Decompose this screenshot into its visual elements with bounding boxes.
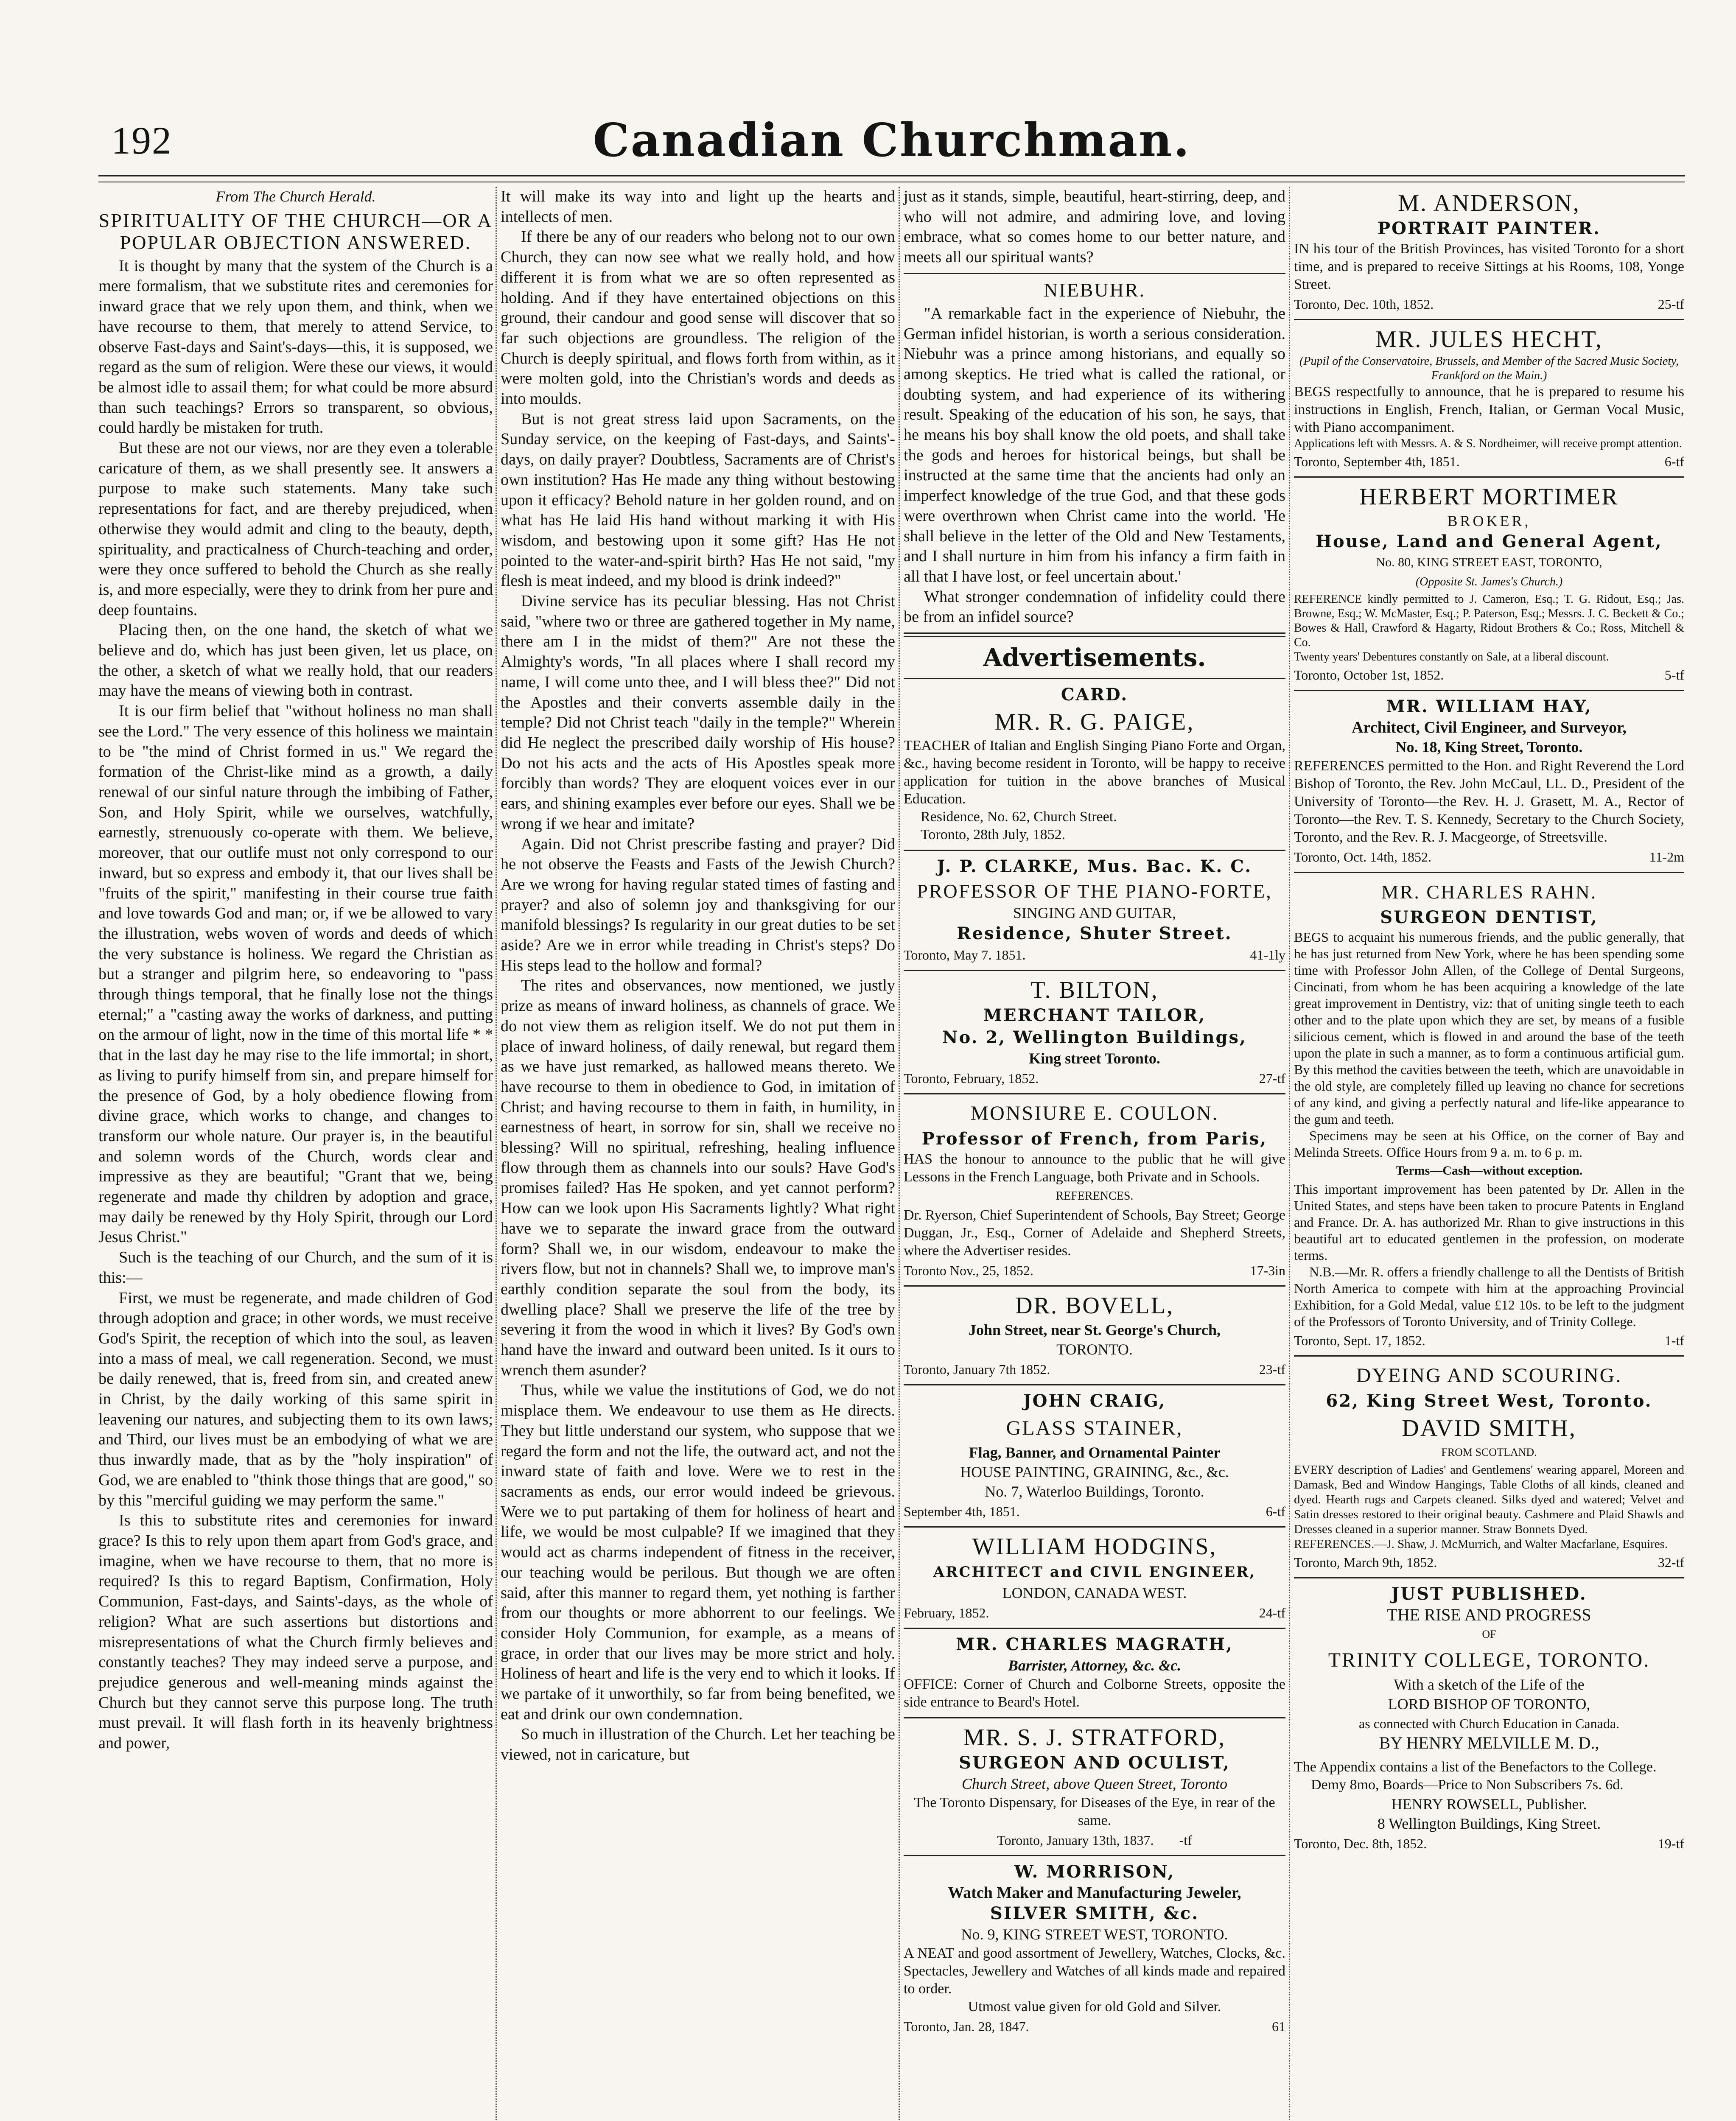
advert-date: Toronto, Dec. 8th, 1852. bbox=[1294, 1836, 1427, 1851]
advertisements-heading: Advertisements. bbox=[983, 643, 1206, 672]
advert-anderson bbox=[1294, 189, 1684, 313]
divider bbox=[1294, 1355, 1684, 1357]
paragraph: Placing then, on the one hand, the sketch of what we believe and do, which has just been given, let us place, on the other, a sketch of what we really hold, that our readers may have the means of viewing both in contrast. bbox=[98, 621, 493, 700]
advert-subtitle: SINGING AND GUITAR, bbox=[1013, 904, 1176, 922]
advert-footer bbox=[904, 1069, 1285, 1087]
advert-coulon bbox=[904, 1100, 1285, 1279]
advert-footer bbox=[1294, 1553, 1684, 1571]
advert-note: Twenty years' Debentures constantly on Sale, at a liberal discount. bbox=[1294, 650, 1609, 663]
advert-magrath bbox=[904, 1634, 1285, 1711]
advert-references: Dr. Ryerson, Chief Superintendent of Schools, Bay Street; George Duggan, Jr., Esq., Corner of Adelaide and Shepherd Streets, where the Advertiser resides. bbox=[904, 1207, 1285, 1259]
advert-title: ARCHITECT and CIVIL ENGINEER, bbox=[933, 1564, 1256, 1581]
advert-mortimer bbox=[1294, 483, 1684, 684]
divider bbox=[904, 850, 1285, 851]
column-separator bbox=[899, 187, 900, 2121]
advert-stratford bbox=[904, 1724, 1285, 1849]
advert-name: W. MORRISON, bbox=[1014, 1862, 1175, 1882]
advert-address: No. 18, King Street, Toronto. bbox=[1395, 739, 1583, 756]
advert-body: OFFICE: Corner of Church and Colborne Streets, opposite the side entrance to Beard's Hotel. bbox=[904, 1676, 1285, 1710]
advert-name: JOHN CRAIG, bbox=[1023, 1391, 1166, 1411]
advert-code: 11-2m bbox=[1649, 849, 1684, 865]
advert-name: MR. JULES HECHT, bbox=[1375, 326, 1603, 353]
paragraph: Again. Did not Christ prescribe fasting and prayer? Did he not observe the Feasts and Fasts of the Jewish Church? Are we wrong for having regular stated times of fasting and prayer? and also of solemn joy and thanksgiving for our manifold blessings? Is regularity in our great duties to be set aside? Are we in error while treading in Christ's steps? Do His steps lead to the hollow and formal? bbox=[501, 835, 895, 974]
advert-rahn bbox=[1294, 878, 1684, 1349]
advert-published bbox=[1294, 1584, 1684, 1852]
column-1 bbox=[98, 187, 493, 1754]
advert-street: King street Toronto. bbox=[1029, 1050, 1160, 1067]
article-body bbox=[98, 256, 493, 1754]
divider bbox=[1294, 690, 1684, 691]
advert-date: Toronto, Jan. 28, 1847. bbox=[904, 2019, 1029, 2034]
advert-footer bbox=[904, 1503, 1285, 1520]
advert-date: Toronto, February, 1852. bbox=[904, 1071, 1039, 1086]
book-price: Demy 8mo, Boards—Price to Non Subscribers 7s. 6d. bbox=[1311, 1777, 1624, 1793]
advert-name: WILLIAM HODGINS, bbox=[972, 1533, 1217, 1560]
advert-footer bbox=[1294, 848, 1684, 866]
advert-paige bbox=[904, 684, 1285, 844]
advert-footer bbox=[904, 2017, 1285, 2035]
book-publisher: HENRY ROWSELL, Publisher. bbox=[1391, 1796, 1587, 1813]
paragraph: But these are not our views, nor are they even a tolerable caricature of them, as we shall presently see. It answers a purpose to make such statements. Many take such representations for fact, and are thereby prejudiced, when otherwise they would admit and cling to the beauty, depth, spirituality, and practicalness of Church-teaching and order, were they once suffered to behold the Church as she really is, and more especially, were they to drink from her pure and deep fountains. bbox=[98, 439, 493, 619]
advert-address-note: (Opposite St. James's Church.) bbox=[1415, 575, 1563, 588]
advert-address: No. 7, Waterloo Buildings, Toronto. bbox=[985, 1483, 1204, 1500]
advert-date: September 4th, 1851. bbox=[904, 1504, 1020, 1519]
divider bbox=[1294, 1577, 1684, 1578]
advert-bilton bbox=[904, 976, 1285, 1087]
divider bbox=[904, 1717, 1285, 1718]
advert-code: 41-1ly bbox=[1250, 947, 1285, 963]
advert-note: Applications left with Messrs. A. & S. Nordheimer, will receive prompt attention. bbox=[1294, 437, 1682, 450]
advert-city: TORONTO. bbox=[1056, 1341, 1133, 1358]
advert-footer bbox=[904, 946, 1285, 964]
divider bbox=[1294, 319, 1684, 320]
masthead-title: Canadian Churchman. bbox=[593, 114, 1191, 167]
advert-code: 23-tf bbox=[1259, 1362, 1285, 1377]
advert-date: Toronto, September 4th, 1851. bbox=[1294, 454, 1460, 469]
advert-code: 27-tf bbox=[1259, 1071, 1285, 1086]
paragraph: So much in illustration of the Church. Let her teaching be viewed, not in caricature, but bbox=[501, 1725, 895, 1764]
advert-address: Residence, No. 62, Church Street. bbox=[921, 809, 1117, 825]
advert-name: MR. CHARLES MAGRATH, bbox=[956, 1634, 1233, 1655]
advert-code: 24-tf bbox=[1259, 1605, 1285, 1621]
advert-city: LONDON, CANADA WEST. bbox=[1002, 1584, 1187, 1602]
column-2 bbox=[501, 187, 895, 1765]
advert-title: SURGEON AND OCULIST, bbox=[959, 1753, 1230, 1773]
advert-title: Architect, Civil Engineer, and Surveyor, bbox=[1352, 719, 1627, 736]
divider bbox=[1294, 872, 1684, 873]
advert-footer bbox=[904, 1604, 1285, 1622]
advert-date: Toronto, January 13th, 1837. bbox=[997, 1833, 1154, 1848]
advert-hodgins bbox=[904, 1533, 1285, 1622]
advert-references: REFERENCES.—J. Shaw, J. McMurrich, and Walter Macfarlane, Esquires. bbox=[1294, 1537, 1668, 1551]
advert-code: 6-tf bbox=[1266, 1504, 1285, 1519]
advert-address: Church Street, above Queen Street, Toronto bbox=[961, 1775, 1228, 1793]
paragraph: Such is the teaching of our Church, and the sum of it is this:— bbox=[98, 1248, 493, 1287]
advert-residence: Residence, Shuter Street. bbox=[957, 923, 1232, 944]
advert-subtitle: (Pupil of the Conservatoire, Brussels, and Member of the Sacred Music Society, Frankford on the Main.) bbox=[1299, 355, 1679, 382]
advert-code: 25-tf bbox=[1658, 297, 1684, 312]
advert-name: J. P. CLARKE, Mus. Bac. K. C. bbox=[937, 856, 1252, 877]
paragraph: just as it stands, simple, beautiful, heart-stirring, deep, and who will not admire, and admiring love, and loving embrace, what so comes home to our better nature, and meets all our spiritual wants? bbox=[904, 187, 1285, 266]
advert-footer bbox=[904, 1262, 1285, 1279]
advert-name: DR. BOVELL, bbox=[1015, 1293, 1174, 1319]
advert-smith bbox=[1294, 1362, 1684, 1571]
paragraph: "A remarkable fact in the experience of Niebuhr, the German infidel historian, is worth a serious consideration. Niebuhr was a prince among historians, and equally so among skeptics. He tried what is called the rational, or doubting system, and had experience of its withering result. Speaking of the education of his son, he says, that he means his boy shall know the old poets, and shall take the gods and heroes for historical beings, but shall be instructed at the same time that the ancients had only an imperfect knowledge of the true God, and that these gods were overthrown when Christ came into the world. 'He shall believe in the letter of the Old and New Testaments, and I shall nurture in him from his infancy a firm faith in all that I have lost, or feel uncertain about.' bbox=[904, 304, 1285, 585]
book-line: LORD BISHOP OF TORONTO, bbox=[1388, 1696, 1590, 1712]
advert-body: REFERENCES permitted to the Hon. and Right Reverend the Lord Bishop of Toronto, the Rev. John McCaul, LL. D., President of the University of Toronto—the Rev. H. J. Grasett, M. A., Rector of Toronto—the Rev. T. S. Kennedy, Secretary to the Church Society, Toronto, and the Rev. R. J. Macgeorge, of Streetsville. bbox=[1294, 758, 1684, 845]
divider bbox=[904, 1628, 1285, 1629]
paragraph: It will make its way into and light up the hearts and intellects of men. bbox=[501, 187, 895, 226]
advert-heading: JUST PUBLISHED. bbox=[1391, 1584, 1587, 1604]
advert-hecht bbox=[1294, 325, 1684, 470]
advert-footer bbox=[1294, 295, 1684, 313]
advert-subtitle: House, Land and General Agent, bbox=[1316, 532, 1663, 551]
advert-body: The Toronto Dispensary, for Diseases of the Eye, in rear of the same. bbox=[914, 1795, 1275, 1829]
advert-date: Toronto, October 1st, 1852. bbox=[1294, 667, 1444, 683]
advert-footer bbox=[1294, 666, 1684, 684]
advert-services: HOUSE PAINTING, GRAINING, &c., &c. bbox=[960, 1463, 1229, 1481]
advert-address: No. 80, KING STREET EAST, TORONTO, bbox=[1376, 555, 1602, 569]
advert-name: MR. CHARLES RAHN. bbox=[1381, 881, 1597, 903]
advert-title: Watch Maker and Manufacturing Jeweler, bbox=[948, 1884, 1241, 1902]
advert-title: PROFESSOR OF THE PIANO-FORTE, bbox=[917, 880, 1272, 902]
paragraph: First, we must be regenerate, and made children of God through adoption and grace; in other words, we must receive God's Spirit, the reception of which into the soul, as leaven into a mass of meal, we call regeneration. Second, we must be daily renewed, that is, freed from sin, and created anew in Christ, by the daily working of this same spirit in leavening our natures, and subjecting them to its own laws; and Third, our lives must be an embodying of what we are thus inwardly made, that as by the "holy inspiration" of God, we are enabled to "think those things that are good," so by this "merciful guiding we may perform the same." bbox=[98, 1289, 493, 1509]
advert-title: BROKER, bbox=[1447, 512, 1531, 529]
advert-morrison bbox=[904, 1861, 1285, 2035]
paragraph: Is this to substitute rites and ceremonies for inward grace? Is this to rely upon them apart from God's grace, and imagine, when we have recourse to them, that no more is required? Is this to regard Baptism, Confirmation, Holy Communion, Fast-days, and Saints'-days, as the whole of religion? What are such assertions but distortions and misrepresentations of what the Church firmly believes and constantly teaches? They may indeed serve a purpose, and prejudice generous and well-meaning minds against the Church but they cannot serve this purpose long. The truth must prevail. It will flash forth in its heavenly brightness and power, bbox=[98, 1511, 493, 1752]
advert-references: REFERENCE kindly permitted to J. Cameron, Esq.; T. G. Ridout, Esq.; Jas. Browne, Esq.; W. McMaster, Esq.; P. Paterson, Esq.; Messrs. J. C. Beckett & Co.; Bowes & Hall, Crawford & Hagarty, Ridout Brothers & Co.; Ross, Mitchell & Co. bbox=[1294, 593, 1684, 649]
divider bbox=[904, 1855, 1285, 1856]
paragraph: It is thought by many that the system of the Church is a mere formalism, that we substitute rites and ceremonies for inward grace that we rely upon them, and think, when we have recourse to them, that merely to attend Service, to observe Fast-days and Saint's-days—this, it is supposed, we regard as the sum of religion. Were these our views, it would be almost idle to assail them; for what could be more absurd than such teachings? Errors so transparent, so obvious, could hardly be mistaken for truth. bbox=[98, 257, 493, 437]
paragraph: What stronger condemnation of infidelity could there be from an infidel source? bbox=[904, 588, 1285, 626]
masthead-rule bbox=[98, 175, 1685, 182]
advert-note: Utmost value given for old Gold and Silver. bbox=[968, 1999, 1221, 2015]
advert-title: SURGEON DENTIST, bbox=[1380, 907, 1598, 927]
advert-title: PORTRAIT PAINTER. bbox=[1378, 218, 1601, 238]
divider bbox=[1294, 476, 1684, 478]
divider bbox=[904, 632, 1285, 637]
book-author: BY HENRY MELVILLE M. D., bbox=[1379, 1733, 1599, 1752]
advert-footer bbox=[1294, 1835, 1684, 1852]
book-appendix: The Appendix contains a list of the Benefactors to the College. bbox=[1294, 1759, 1657, 1775]
advert-address: No. 9, KING STREET WEST, TORONTO. bbox=[961, 1926, 1228, 1943]
paragraph: But is not great stress laid upon Sacraments, on the Sunday service, on the keeping of Fast-days, and Saints'-days, on daily prayer? Doubtless, Sacraments are of Christ's own institution? Has He made any thing without bestowing upon it efficacy? Behold nature in her golden round, and on what has He laid His hand without marking it with His wisdom, and bestowing upon it some gift? Has He not pointed to the water-and-spirit birth? Has He not said, "my flesh is meat indeed, and my blood is drink indeed?" bbox=[501, 410, 895, 590]
advert-bovell bbox=[904, 1292, 1285, 1378]
advert-subtitle: SILVER SMITH, &c. bbox=[990, 1903, 1199, 1924]
advert-terms: Terms—Cash—without exception. bbox=[1395, 1164, 1583, 1178]
book-line: THE RISE AND PROGRESS bbox=[1387, 1605, 1591, 1624]
advert-address: John Street, near St. George's Church, bbox=[969, 1321, 1221, 1339]
advert-name: M. ANDERSON, bbox=[1398, 190, 1580, 216]
paragraph: It is our firm belief that "without holiness no man shall see the Lord." The very essence of this holiness we maintain to be "the mind of Christ formed in us." We regard the formation of the Christ-like mind as a growth, a daily renewal of our sinful nature through the imbibing of Father, Son, and Holy Spirit, while we ourselves, watchfully, earnestly, strenuously co-operate with them. We believe, moreover, that our outlife must not only correspond to our inward, but so express and embody it, that our lives shall be "fruits of the spirit," manifesting in their course true faith and love towards God and man; or, if we be allowed to vary the illustration, webs woven of words and deeds of which the very substance is holiness. We regard the Christian as but a stranger and pilgrim here, so endeavoring to "pass through things temporal, that he finally lose not the things eternal;" a "casting away the works of darkness, and putting on the armour of light, now in the time of this mortal life * * that in the last day he may rise to the life immortal; in short, as living to purify himself from sin, and prepare himself for the presence of God, by a holy obedience flowing from divine grace, which works to change, and changes to transform our whole nature. Our prayer is, in the beautiful and solemn words of the Church, words clear and impressive as they are beautiful; "Grant that we, being regenerate and made thy children by adoption and grace, may daily be renewed by thy Holy Spirit, through our Lord Jesus Christ." bbox=[98, 702, 493, 1246]
advert-title: MERCHANT TAILOR, bbox=[983, 1005, 1206, 1026]
advert-code: 5-tf bbox=[1664, 667, 1684, 683]
advert-references-heading: REFERENCES. bbox=[1056, 1189, 1134, 1203]
article-headline: SPIRITUALITY OF THE CHURCH—OR A POPULAR OBJECTION ANSWERED. bbox=[98, 209, 493, 253]
book-line: With a sketch of the Life of the bbox=[1394, 1676, 1585, 1693]
card-label: CARD. bbox=[1061, 685, 1128, 705]
advert-date: Toronto, May 7. 1851. bbox=[904, 947, 1026, 963]
divider bbox=[904, 273, 1285, 274]
book-publisher-address: 8 Wellington Buildings, King Street. bbox=[1377, 1815, 1601, 1832]
paragraph: Thus, while we value the institutions of God, we do not misplace them. We endeavour to use them as He directs. They but little understand our system, who suppose that we regard the form and not the life, the outward act, and not the inward state of faith and love. Were we to rest in the sacraments as ends, our error would indeed be grievous. Were we to put partaking of them for holiness of heart and life, we would be most culpable? If we imagined that they would act as charms independent of fitness in the receiver, our teaching would be perilous. But though we are often said, after this manner to regard them, yet nothing is farther from our thoughts or more abhorrent to our feelings. We consider Holy Communion, for example, as a means of grace, in order that our lives may be more strict and holy. Holiness of heart and life is the very end to which it looks. If we partake of it unworthily, so far from being benefited, we eat and drink our own condemnation. bbox=[501, 1381, 895, 1723]
masthead bbox=[98, 114, 1685, 173]
advert-name: HERBERT MORTIMER bbox=[1359, 484, 1619, 510]
advert-body: A NEAT and good assortment of Jewellery, Watches, Clocks, &c. Spectacles, Jewellery and Watches of all kinds made and repaired to order. bbox=[904, 1945, 1285, 1997]
advert-date: Toronto, March 9th, 1852. bbox=[1294, 1555, 1437, 1570]
advert-craig bbox=[904, 1391, 1285, 1520]
divider bbox=[904, 1285, 1285, 1287]
paragraph: If there be any of our readers who belong not to our own Church, they can now see what we really hold, and how different it is from what we are so often represented as holding. And if they have entertained objections on this ground, their candour and good sense will discover that so far such objections are groundless. The religion of the Church is deeply spiritual, and flows forth from within, as it were molten gold, into the Christian's words and deeds as into moulds. bbox=[501, 228, 895, 408]
advert-date: Toronto, January 7th 1852. bbox=[904, 1362, 1050, 1377]
paragraph: The rites and observances, now mentioned, we justly prize as means of inward holiness, as channels of grace. We do not view them as religion itself. We do not put them in place of inward holiness, of daily renewal, but regard them as we have just remarked, as hallowed means thereto. We have recourse to them in obedience to God, in imitation of Christ; and having recourse to them in faith, in humility, in earnestness of heart, in sorrow for sin, shall we receive no blessing? Will no spiritual, refreshing, healing influence flow through them as channels into our souls? Have God's promises failed? Has He spoken, and yet cannot perform? How can we look upon His Sacraments lightly? What right have we to separate the inward grace from the outward form? Shall we, in our wisdom, endeavour to make the rivers flow, but not in channels? Shall we, to improve man's earthly condition separate the soul from the body, its dwelling place? Shall we preserve the life of the tree by severing it from the wood in which it lives? By God's own hand have the inward and outward been united. Is it ours to wrench them asunder? bbox=[501, 977, 895, 1379]
advert-code: 17-3in bbox=[1250, 1263, 1285, 1279]
advert-footer bbox=[904, 1360, 1285, 1378]
advert-name: T. BILTON, bbox=[1030, 977, 1159, 1004]
column-separator bbox=[1289, 187, 1290, 2121]
advert-code: 19-tf bbox=[1658, 1836, 1684, 1851]
advert-date: February, 1852. bbox=[904, 1605, 989, 1621]
advert-date: Toronto, 28th July, 1852. bbox=[921, 827, 1066, 843]
column-3 bbox=[904, 187, 1285, 2041]
advert-code: -tf bbox=[1179, 1833, 1192, 1848]
advert-address: No. 2, Wellington Buildings, bbox=[942, 1027, 1247, 1048]
advert-from: FROM SCOTLAND. bbox=[1441, 1446, 1537, 1458]
page-number: 192 bbox=[111, 119, 172, 162]
advert-specimens: Specimens may be seen at his Office, on the corner of Bay and Melinda Streets. Office Hours from 9 a. m. to 6 p. m. bbox=[1294, 1128, 1684, 1160]
advert-body: BEGS to acquaint his numerous friends, and the public generally, that he has just returned from New York, where he has been spending some time with Professor John Allen, of the College of Dental Surgeons, Cincinati, from whom he has been acquiring a knowledge of the late great improvement in Dentistry, viz: that of uniting single teeth to each other and to the plate upon which they are set, by means of a fusible silicious cement, which is flowed in and around the base of the teeth upon the plate in such a manner, as to form a continuous artificial gum. By this method the cavities between the teeth, which are unavoidable in the old style, are completely filled up leaving no chance for secretions of any kind, and giving a perfectly natural and life-like appearance to the gum and teeth. bbox=[1294, 929, 1684, 1127]
advert-date: Toronto Nov., 25, 1852. bbox=[904, 1263, 1033, 1279]
advert-patent: This important improvement has been patented by Dr. Allen in the United States, and steps have been taken to procure Patents in England and France. Dr. A. has authorized Mr. Rhan to give instructions in this beautiful art to educated gentlemen in the profession, on moderate terms. bbox=[1294, 1181, 1684, 1263]
advert-date: Toronto, Dec. 10th, 1852. bbox=[1294, 297, 1434, 312]
advert-footer bbox=[904, 1831, 1285, 1849]
advert-title: GLASS STAINER, bbox=[1006, 1417, 1183, 1440]
advert-heading: DYEING AND SCOURING. bbox=[1356, 1364, 1622, 1387]
advert-body: BEGS respectfully to announce, that he is prepared to resume his instructions in English, French, Italian, or German Vocal Music, with Piano accompaniment. bbox=[1294, 384, 1684, 435]
advert-name: MR. S. J. STRATFORD, bbox=[963, 1724, 1226, 1751]
paragraph: Divine service has its peculiar blessing. Has not Christ said, "where two or three are gathered together in My name, there am I in the midst of them?" Are not these the Almighty's words, "In all places where I shall record my name, I will come unto thee, and I will bless thee?" Did not the Apostles and their converts assemble daily in the temple? Did not Christ teach "daily in the temple?" Wherein did He neglect the prescribed daily worship of His house? Do not his acts and the acts of His Apostles speak more forcibly than words? They are eloquent voices ever in our ears, and shining examples ever before our eyes. Shall we be wrong if we hear and imitate? bbox=[501, 592, 895, 833]
divider bbox=[904, 1093, 1285, 1094]
book-title: TRINITY COLLEGE, TORONTO. bbox=[1328, 1649, 1650, 1671]
advert-body: TEACHER of Italian and English Singing Piano Forte and Organ, &c., having become resident in Toronto, will be happy to receive application for tuition in the above branches of Musical Education. bbox=[904, 738, 1285, 807]
divider bbox=[904, 678, 1285, 679]
advert-footer bbox=[1294, 1332, 1684, 1349]
advert-address: 62, King Street West, Toronto. bbox=[1326, 1391, 1652, 1411]
advert-title: Barrister, Attorney, &c. &c. bbox=[1008, 1657, 1182, 1674]
advert-code: 32-tf bbox=[1658, 1555, 1684, 1570]
advert-code: 61 bbox=[1272, 2019, 1285, 2034]
advert-date: Toronto, Sept. 17, 1852. bbox=[1294, 1333, 1425, 1348]
divider bbox=[904, 970, 1285, 971]
advert-subtitle: Flag, Banner, and Ornamental Painter bbox=[969, 1444, 1221, 1461]
advert-name: MR. WILLIAM HAY, bbox=[1386, 697, 1592, 716]
advert-footer bbox=[1294, 453, 1684, 470]
niebuhr-heading: NIEBUHR. bbox=[1044, 279, 1145, 301]
advert-nb: N.B.—Mr. R. offers a friendly challenge to all the Dentists of British North America to compete with him at the approaching Provincial Exhibition, for a Gold Medal, value £12 10s. to be left to the judgment of the Professors of Toronto University, and of Trinity College. bbox=[1294, 1264, 1684, 1329]
advert-body: EVERY description of Ladies' and Gentlemens' wearing apparel, Moreen and Damask, Bed and Window Hangings, Table Cloths of all kinds, cleaned and dyed. Hearth rugs and Carpets cleaned. Silks dyed and watered; Velvet and Satin dresses restored to their original beauty. Cashmere and Plaid Shawls and Dresses cleaned in a superior manner. Straw Bonnets Dyed. bbox=[1294, 1463, 1684, 1536]
book-line: OF bbox=[1482, 1628, 1496, 1640]
divider bbox=[904, 1526, 1285, 1528]
advert-date: Toronto, Oct. 14th, 1852. bbox=[1294, 849, 1431, 865]
advert-clarke bbox=[904, 856, 1285, 964]
column-separator bbox=[496, 187, 497, 2121]
advert-name: MR. R. G. PAIGE, bbox=[994, 709, 1195, 736]
advert-name: MONSIURE E. COULON. bbox=[970, 1102, 1219, 1125]
advert-name: DAVID SMITH, bbox=[1402, 1415, 1576, 1441]
divider bbox=[904, 1384, 1285, 1385]
advert-body: HAS the honour to announce to the public that he will give Lessons in the French Language, both Private and in Schools. bbox=[904, 1151, 1285, 1185]
advert-title: Professor of French, from Paris, bbox=[921, 1129, 1268, 1149]
column-4 bbox=[1294, 187, 1684, 1858]
advert-code: 6-tf bbox=[1664, 454, 1684, 469]
article-source: From The Church Herald. bbox=[216, 188, 376, 205]
advert-body: IN his tour of the British Provinces, has visited Toronto for a short time, and is prepared to receive Sittings at his Rooms, 108, Yonge Street. bbox=[1294, 241, 1684, 292]
book-line: as connected with Church Education in Canada. bbox=[1358, 1716, 1620, 1731]
advert-hay bbox=[1294, 696, 1684, 866]
advert-code: 1-tf bbox=[1664, 1333, 1684, 1348]
